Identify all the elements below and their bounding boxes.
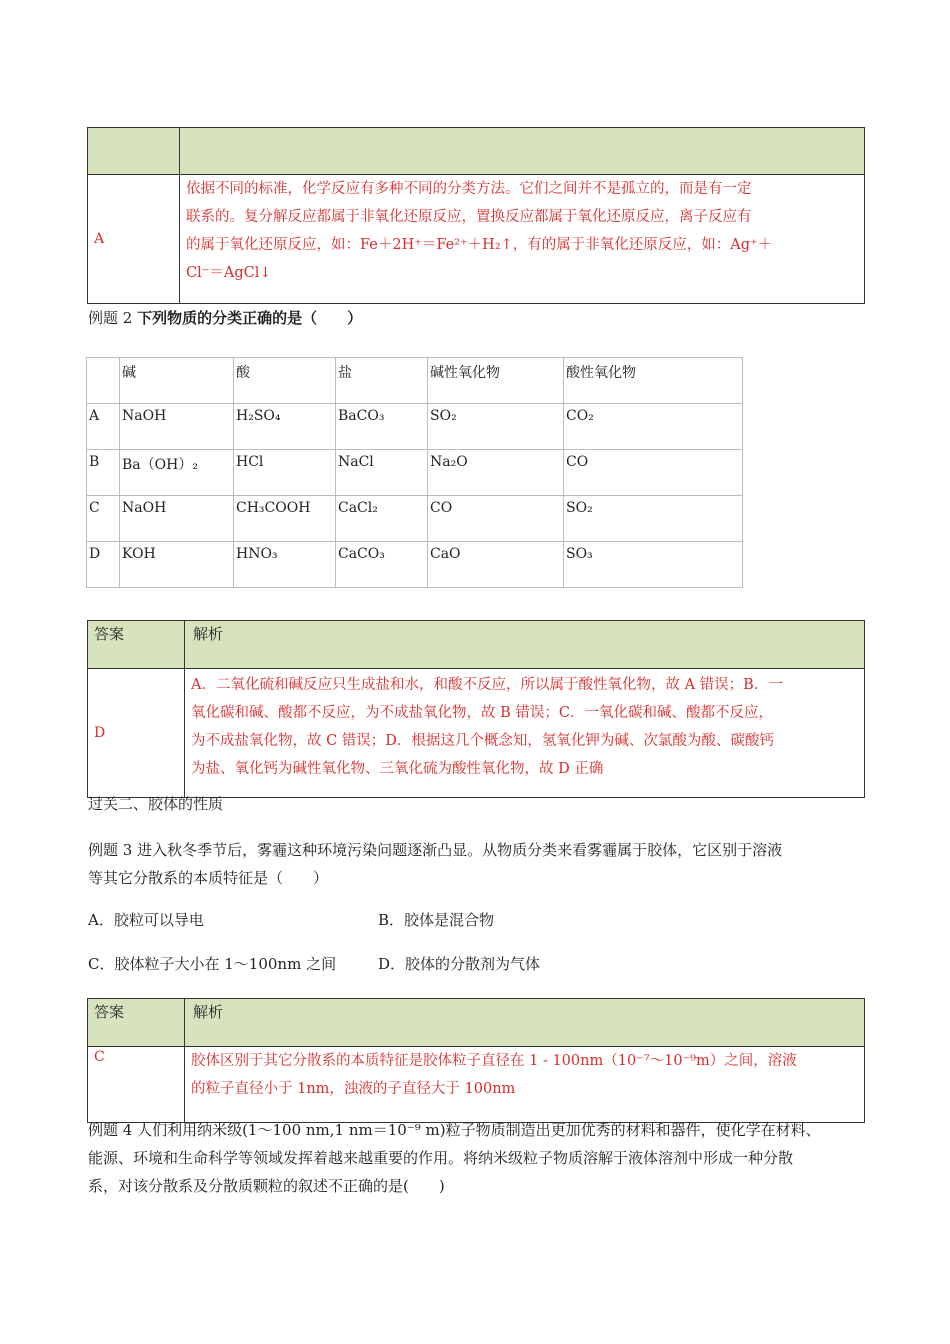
explanation-header-cell: 解析	[185, 621, 865, 669]
header-cell	[87, 358, 120, 404]
answer-cell: A	[88, 175, 180, 304]
explanation-cell	[180, 175, 865, 304]
explanation-line: A．二氧化硫和碱反应只生成盐和水，和酸不反应，所以属于酸性氧化物，故 A 错误；B．一	[191, 677, 783, 693]
explanation-cell	[185, 669, 865, 798]
example-4-question	[88, 1116, 878, 1200]
table-cell: BaCO₃	[336, 404, 428, 450]
answer-header-cell	[88, 128, 180, 175]
explanation-line: 胶体区别于其它分散系的本质特征是胶体粒子直径在 1 - 100nm（10⁻⁷～10⁻⁹m）之间，溶液	[191, 1053, 797, 1069]
table-header-row	[87, 358, 743, 404]
explanation-header-cell: 解析	[185, 999, 865, 1047]
table-row	[87, 404, 743, 450]
table-cell: D	[87, 542, 120, 588]
answer-header-cell: 答案	[88, 621, 185, 669]
classification-table	[86, 357, 743, 588]
question-line: 例题 4 人们利用纳米级(1～100 nm,1 nm＝10⁻⁹ m)粒子物质制造出更加优秀的材料和器件，使化学在材料、	[88, 1121, 821, 1139]
answer-table-row	[88, 669, 865, 798]
explanation-line: Cl⁻＝AgCl↓	[186, 265, 272, 281]
table-cell: Ba（OH）₂	[120, 450, 234, 496]
answer-header-cell: 答案	[88, 999, 185, 1047]
explanation-line: 联系的。复分解反应都属于非氧化还原反应，置换反应都属于氧化还原反应，离子反应有	[186, 209, 752, 225]
table-cell: Na₂O	[428, 450, 564, 496]
option-b: B．胶体是混合物	[378, 911, 495, 929]
answer-table-1	[87, 127, 865, 304]
example-2-question	[88, 304, 362, 332]
table-cell: CaO	[428, 542, 564, 588]
question-line: 等其它分散系的本质特征是（ ）	[88, 869, 329, 887]
question-text: 下列物质的分类正确的是（ ）	[137, 309, 363, 327]
table-cell: KOH	[120, 542, 234, 588]
explanation-line: 依据不同的标准，化学反应有多种不同的分类方法。它们之间并不是孤立的，而是有一定	[186, 181, 752, 197]
example-prefix: 例题 2	[88, 309, 138, 327]
explanation-cell	[185, 1047, 865, 1123]
table-cell: CH₃COOH	[234, 496, 336, 542]
answer-table-2	[87, 620, 865, 798]
table-row	[87, 450, 743, 496]
header-cell: 酸	[234, 358, 336, 404]
table-cell: CaCO₃	[336, 542, 428, 588]
explanation-header-cell	[180, 128, 865, 175]
option-c: C．胶体粒子大小在 1～100nm 之间	[88, 955, 337, 973]
table-cell: SO₂	[564, 496, 743, 542]
table-cell: C	[87, 496, 120, 542]
option-a: A．胶粒可以导电	[88, 911, 204, 929]
answer-table-header	[88, 621, 865, 669]
table-cell: B	[87, 450, 120, 496]
table-cell: NaCl	[336, 450, 428, 496]
table-cell: CO	[428, 496, 564, 542]
section-title: 过关二、胶体的性质	[88, 795, 224, 813]
answer-table-row	[88, 175, 865, 304]
header-cell: 酸性氧化物	[564, 358, 743, 404]
table-cell: NaOH	[120, 496, 234, 542]
table-cell: A	[87, 404, 120, 450]
table-cell: H₂SO₄	[234, 404, 336, 450]
answer-cell: D	[88, 669, 185, 798]
explanation-line: 为不成盐氧化物，故 C 错误；D．根据这几个概念知，氢氧化钾为碱、次氯酸为酸、碳酸钙	[191, 733, 774, 749]
example-3-question	[88, 836, 868, 892]
table-cell: CO₂	[564, 404, 743, 450]
table-cell: SO₃	[564, 542, 743, 588]
table-cell: NaOH	[120, 404, 234, 450]
answer-table-header	[88, 128, 865, 175]
header-cell: 碱	[120, 358, 234, 404]
table-cell: HNO₃	[234, 542, 336, 588]
explanation-line: 的属于氧化还原反应，如：Fe＋2H⁺＝Fe²⁺＋H₂↑，有的属于非氧化还原反应，如：Ag⁺＋	[186, 237, 773, 253]
question-line: 系，对该分散系及分散质颗粒的叙述不正确的是( )	[88, 1177, 445, 1195]
table-row	[87, 496, 743, 542]
answer-table-row	[88, 1047, 865, 1123]
answer-table-3	[87, 998, 865, 1123]
table-cell: HCl	[234, 450, 336, 496]
table-row	[87, 542, 743, 588]
header-cell: 盐	[336, 358, 428, 404]
header-cell: 碱性氧化物	[428, 358, 564, 404]
option-d: D．胶体的分散剂为气体	[378, 955, 541, 973]
question-line: 能源、环境和生命科学等领域发挥着越来越重要的作用。将纳米级粒子物质溶解于液体溶剂中形成一种分散	[88, 1149, 794, 1167]
explanation-line: 为盐、氧化钙为碱性氧化物、三氧化硫为酸性氧化物，故 D 正确	[191, 761, 604, 777]
table-cell: CaCl₂	[336, 496, 428, 542]
explanation-line: 的粒子直径小于 1nm，浊液的子直径大于 100nm	[191, 1081, 516, 1097]
question-line: 例题 3 进入秋冬季节后，雾霾这种环境污染问题逐渐凸显。从物质分类来看雾霾属于胶体，它区别于溶液	[88, 841, 783, 859]
answer-table-header	[88, 999, 865, 1047]
table-cell: SO₂	[428, 404, 564, 450]
answer-cell: C	[88, 1047, 185, 1123]
explanation-line: 氧化碳和碱、酸都不反应，为不成盐氧化物，故 B 错误；C．一氧化碳和碱、酸都不反应，	[191, 705, 773, 721]
table-cell: CO	[564, 450, 743, 496]
